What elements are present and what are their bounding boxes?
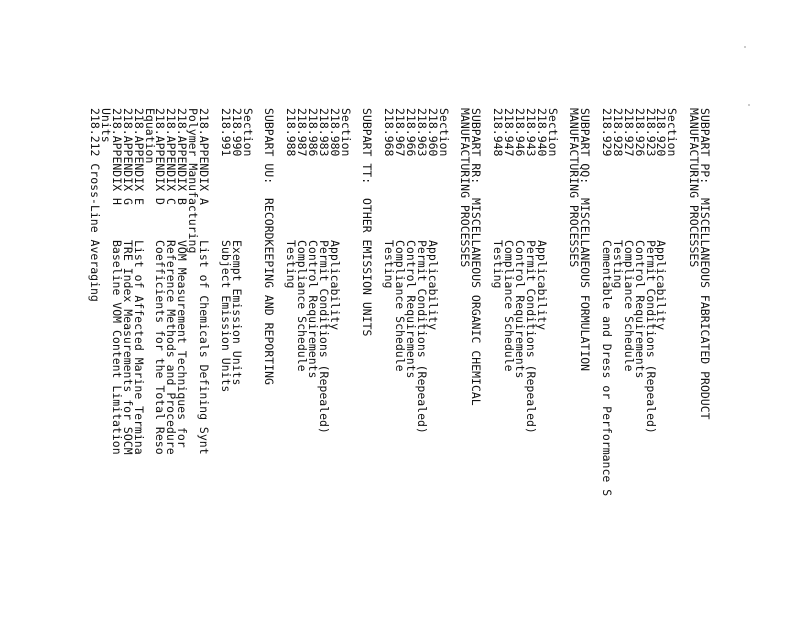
subpart-heading: SUBPART PP: MISCELLANEOUS FABRICATED PRODUCT xyxy=(698,108,712,420)
section-code: 218.927 xyxy=(621,108,636,157)
section-title: Testing xyxy=(610,240,625,289)
section-title: Compliance Schedule xyxy=(501,240,516,372)
section-title: Subject Emission Units xyxy=(218,240,233,393)
subpart-heading-continued: MANUFACTURING PROCESSES xyxy=(567,108,582,268)
section-title: Applicability xyxy=(327,240,342,331)
appendix-title: Baseline VOM Content Limitation xyxy=(109,240,124,455)
appendix-title: List of Chemicals Defining Synt xyxy=(197,240,212,455)
subpart-heading-continued: MANUFACTURING PROCESSES xyxy=(458,108,473,268)
appendix-title-continued: Equation xyxy=(142,108,157,164)
section-title: Permit Conditions (Repealed) xyxy=(316,240,331,434)
section-title: Cementable and Dress or Performance S xyxy=(599,240,614,497)
section-code: 218.967 xyxy=(393,108,408,157)
section-code: 218.920 xyxy=(654,108,669,157)
section-code: 218.947 xyxy=(501,108,516,157)
section-title: Control Requirements xyxy=(632,240,647,379)
section-code: 218.946 xyxy=(512,108,527,157)
section-code: 218.988 xyxy=(284,108,299,157)
subpart-tt xyxy=(284,108,375,613)
section-title: Permit Conditions (Repealed) xyxy=(414,240,429,434)
section-code: 218.948 xyxy=(491,108,506,157)
subpart-heading: SUBPART UU: RECORDKEEPING AND REPORTING xyxy=(262,108,277,385)
section-title: Control Requirements xyxy=(305,240,320,379)
scan-speck xyxy=(744,46,746,48)
section-label: Section xyxy=(240,108,255,157)
section-row xyxy=(393,108,408,613)
section-row xyxy=(220,108,231,613)
appendix-title: Reference Methods and Procedure xyxy=(164,240,179,455)
section-code: 218.928 xyxy=(610,108,625,157)
section-title: Applicability xyxy=(654,240,669,331)
section-title: Compliance Schedule xyxy=(295,240,310,372)
section-title: Compliance Schedule xyxy=(393,240,408,372)
section-label: Section xyxy=(665,108,680,157)
section-code: 218.980 xyxy=(327,108,342,157)
appendix-code: 218.APPENDIX A xyxy=(197,108,212,205)
section-title: Testing xyxy=(284,240,299,289)
section-title: Testing xyxy=(382,240,397,289)
appendix-title: TRE Index Measurements for SOCM xyxy=(120,240,135,455)
appendix-title: Coefficients for the Total Reso xyxy=(153,240,168,455)
appendix-code: 218.APPENDIX D xyxy=(153,108,168,205)
subpart-heading-continued: MANUFACTURING PROCESSES xyxy=(687,108,702,268)
subpart-heading: SUBPART RR: MISCELLANEOUS ORGANIC CHEMICAL xyxy=(469,108,484,406)
subpart-heading: SUBPART TT: OTHER EMISSION UNITS xyxy=(360,108,375,337)
section-code: 218.990 xyxy=(229,108,244,157)
section-label: Section xyxy=(436,108,451,157)
section-title: Control Requirements xyxy=(512,240,527,379)
section-code: 218.968 xyxy=(382,108,397,157)
section-title: Applicability xyxy=(534,240,549,331)
subpart-pp xyxy=(601,108,710,613)
section-code: 218.986 xyxy=(305,108,320,157)
cross-line-averaging-entry: 218.212 Cross-Line Averaging xyxy=(88,108,103,302)
section-row xyxy=(601,108,612,613)
subpart-rr xyxy=(382,108,484,613)
section-code: 218.926 xyxy=(632,108,647,157)
section-code: 218.963 xyxy=(414,108,429,157)
appendix-code: 218.APPENDIX C xyxy=(164,108,179,205)
appendix-code: 218.APPENDIX G xyxy=(120,108,135,205)
section-code: 218.943 xyxy=(523,108,538,157)
section-code: 218.940 xyxy=(534,108,549,157)
subpart-heading: SUBPART QQ: MISCELLANEOUS FORMULATION xyxy=(578,108,593,372)
section-label: Section xyxy=(338,108,353,157)
section-code: 218.983 xyxy=(316,108,331,157)
appendix-title: List of Affected Marine Termina xyxy=(131,240,146,455)
section-row xyxy=(623,108,634,613)
appendix-title-continued: Polymer Manufacturing xyxy=(186,108,201,254)
appendix-row xyxy=(111,108,122,613)
scan-speck xyxy=(748,104,750,106)
section-code: 218.929 xyxy=(599,108,614,157)
section-title: Exempt Emission Units xyxy=(229,240,244,386)
section-code: 218.960 xyxy=(425,108,440,157)
section-row xyxy=(503,108,514,613)
section-title: Control Requirements xyxy=(403,240,418,379)
section-code: 218.966 xyxy=(403,108,418,157)
section-title: Permit Conditions (Repealed) xyxy=(643,240,658,434)
section-title: Testing xyxy=(491,240,506,289)
section-title: Compliance Schedule xyxy=(621,240,636,372)
subpart-qq xyxy=(491,108,593,613)
section-code: 218.923 xyxy=(643,108,658,157)
rotated-document-page xyxy=(85,108,710,613)
section-row xyxy=(295,108,310,613)
section-code: 218.991 xyxy=(218,108,233,157)
appendix-row xyxy=(155,108,166,613)
subpart-uu xyxy=(218,108,277,613)
appendix-row xyxy=(164,108,179,613)
section-title: Applicability xyxy=(425,240,440,331)
appendix-title-continued: Units xyxy=(99,108,114,143)
appendix-code: 218.APPENDIX E xyxy=(131,108,146,205)
appendix-list xyxy=(88,108,212,613)
section-code: 218.987 xyxy=(295,108,310,157)
appendix-title: VOM Measurement Techniques for xyxy=(175,240,190,448)
section-title: Permit Conditions (Repealed) xyxy=(523,240,538,434)
section-label: Section xyxy=(545,108,560,157)
appendix-code: 218.APPENDIX B xyxy=(175,108,190,205)
appendix-code: 218.APPENDIX H xyxy=(109,108,124,205)
